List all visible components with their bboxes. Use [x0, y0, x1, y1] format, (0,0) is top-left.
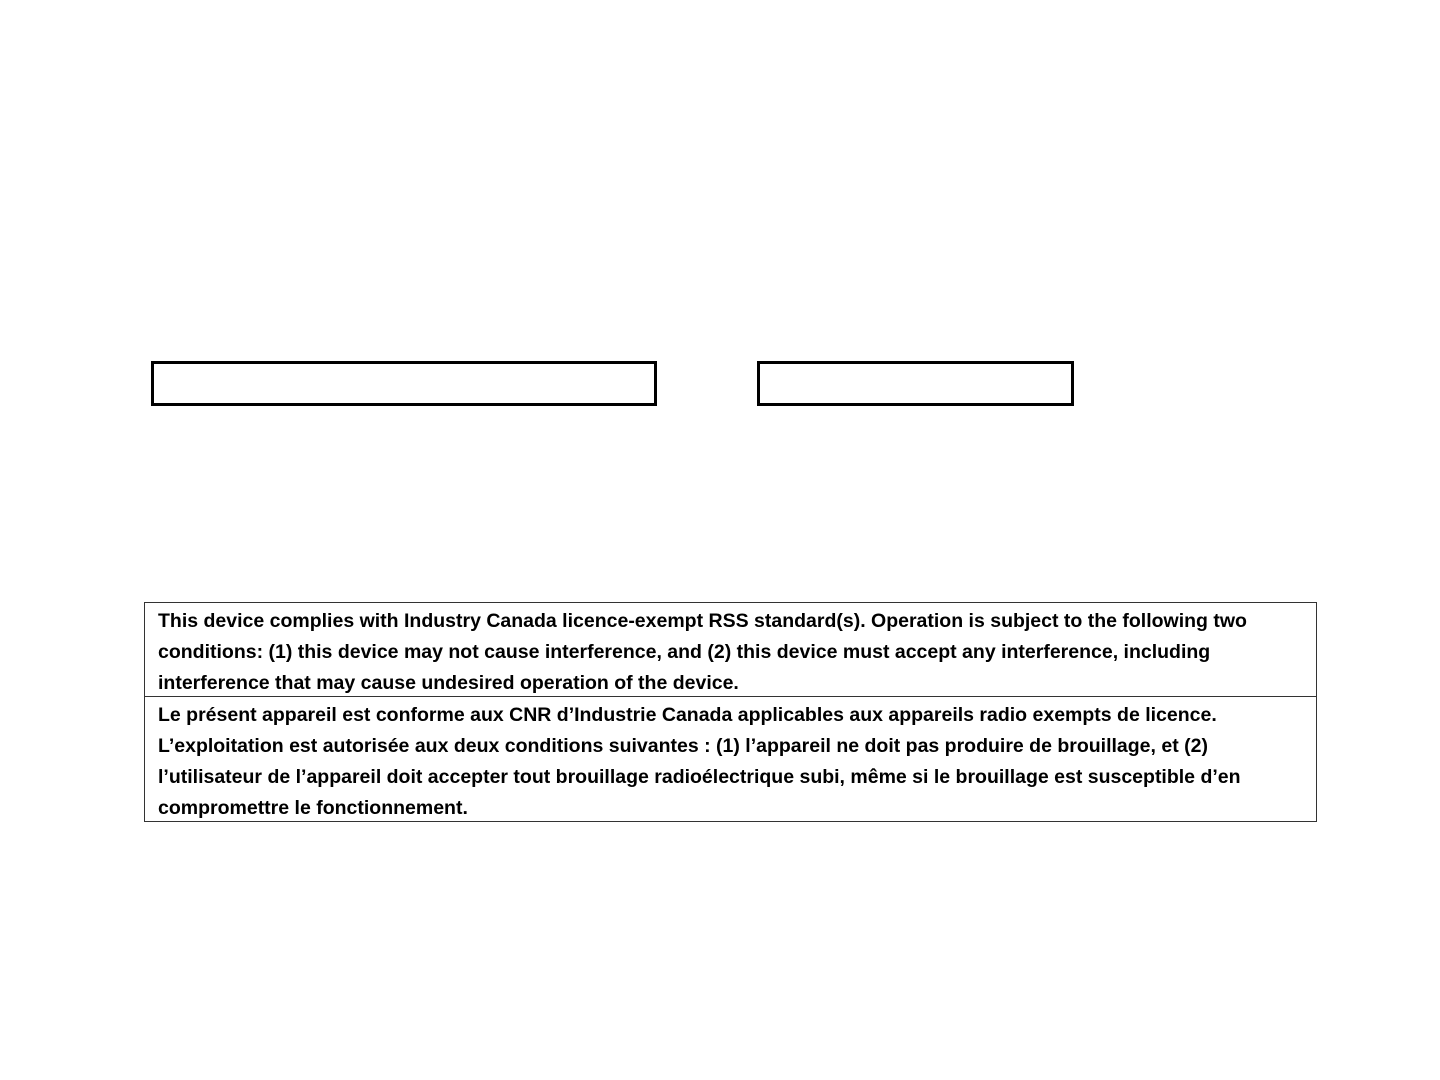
blank-field-left: [151, 361, 657, 406]
compliance-statement-table: [144, 602, 1317, 822]
english-compliance-statement: This device complies with Industry Canada licence-exempt RSS standard(s). Operation is subject to the following two conditions: (1) this device may not cause interference, and (2) this device must accept any interference, including interference that may cause undesired operation of the device.: [145, 603, 1316, 697]
french-compliance-statement: Le présent appareil est conforme aux CNR d’Industrie Canada applicables aux appareils radio exempts de licence. L’exploitation est autorisée aux deux conditions suivantes : (1) l’appareil ne doit pas produire de brouillage, et (2) l’utilisateur de l’appareil doit accepter tout brouillage radioélectrique subi, même si le brouillage est susceptible d’en compromettre le fonctionnement.: [158, 704, 1241, 819]
blank-field-right: [757, 361, 1074, 406]
